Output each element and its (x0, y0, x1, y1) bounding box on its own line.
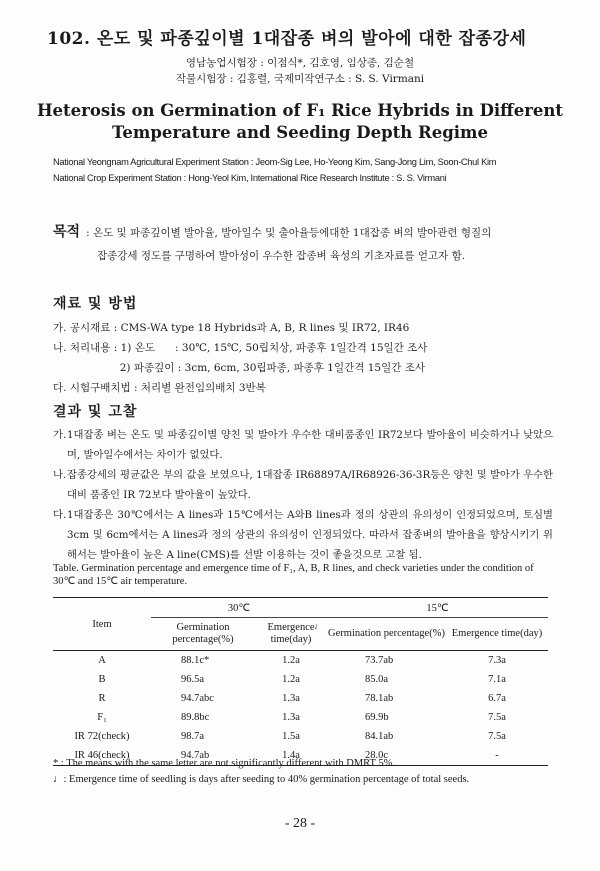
cell-item: IR 72(check) (74, 731, 130, 742)
english-affiliation-line-1: National Yeongnam Agricultural Experiment Station : Jeom-Sig Lee, Ho-Yeong Kim, Sang-Jong Lim, Soon-Chul Kim (53, 157, 497, 167)
materials-line: 가. 공시재료 : CMS-WA type 18 Hybrids과 A, B, R lines 및 IR72, IR46 (53, 322, 410, 334)
footnote-significance: * : The means with the same letter are not significantly different with DMRT 5%. (53, 758, 395, 769)
cell-item: R (98, 693, 106, 704)
emergence-header (255, 618, 327, 651)
cell-emergence-15: 7.5a (488, 712, 506, 723)
cell-item: F₁ (97, 712, 107, 723)
cell-item: B (98, 674, 106, 685)
germination-header: Germination percentage(%) (151, 618, 255, 651)
cell-item: A (98, 655, 106, 666)
cell-germination-15: 84.1ab (365, 731, 394, 742)
item-header: Item (53, 598, 151, 651)
result-item (53, 505, 553, 565)
table-footnotes (53, 756, 469, 788)
table-row (53, 651, 548, 671)
english-title-line-1: Heterosis on Germination of F₁ Rice Hybrids in Different (36, 101, 564, 120)
cell-germination-30: 94.7abc (181, 693, 214, 704)
page-number: - 28 - (284, 816, 316, 831)
purpose-label: 목적 (53, 224, 81, 240)
table-row (53, 727, 548, 746)
group-header-30c: 30℃ (151, 598, 327, 618)
emergence-header-label: Emergence time(day) (267, 622, 315, 645)
cell-emergence-30: 1.3a (282, 712, 300, 723)
result-marker: 가. (53, 429, 67, 441)
table-row (53, 708, 548, 727)
cell-germination-15: 78.1ab (365, 693, 394, 704)
materials-heading: 재료 및 방법 (53, 296, 138, 312)
purpose-line-1: : 온도 및 파종깊이별 발아율, 발아일수 및 출아율등에대한 1대잡종 벼의 발아관련 형질의 (86, 227, 492, 239)
table-header-row (53, 598, 548, 618)
cell-emergence-15: 7.1a (488, 674, 506, 685)
english-affiliations (53, 154, 496, 186)
result-text: 1대잡종은 30℃에서는 A lines과 15℃에서는 A와B lines과 정의 상관의 유의성이 인정되었으며, 토심별 3cm 및 6cm에서는 A lines과 정의 상관의 유의성이 인정되었다. 따라서 잡종벼의 발아율을 향상시키기 위해서는 발아율이 높은 A line(CMS)를 선발 이용하는 것이 좋을것으로 고찰 됨. (67, 509, 553, 561)
cell-item: IR 46(check) (53, 746, 151, 766)
result-marker: 나. (53, 469, 67, 481)
table-row (53, 670, 548, 689)
materials-line: 2) 파종깊이 : 3cm, 6cm, 30립파종, 파종후 1일간격 15일간 조사 (53, 362, 425, 374)
cell-emergence-30: 1.3a (282, 693, 300, 704)
table-caption: Table. Germination percentage and emergence time of F₁, A, B, R lines, and check varieties under the condition of 30℃ and 15℃ air temperature. (53, 563, 534, 587)
cell-emergence-30: 1.4a (255, 746, 327, 766)
purpose-section (53, 221, 553, 268)
authors-line-1: 영남농업시험장 : 이점식*, 김호영, 임상종, 김순철 (185, 57, 415, 69)
english-title (0, 100, 600, 144)
cell-germination-15: 73.7ab (365, 655, 394, 666)
cell-germination-15: 69.9b (365, 712, 389, 723)
germination-header: Germination percentage(%) (327, 618, 446, 651)
result-item (53, 425, 553, 465)
cell-emergence-30: 1.2a (282, 674, 300, 685)
cell-emergence-30: 1.2a (282, 655, 300, 666)
cell-emergence-15: 7.3a (488, 655, 506, 666)
emergence-note-mark: ♩ (314, 621, 323, 631)
cell-emergence-15: - (446, 746, 548, 766)
results-table (53, 597, 548, 766)
cell-germination-30: 94.7ab (151, 746, 255, 766)
english-affiliation-line-2: National Crop Experiment Station : Hong-Yeol Kim, International Rice Research Institute : S. S. Virmani (53, 173, 447, 183)
cell-emergence-15: 7.5a (488, 731, 506, 742)
materials-line: 다. 시험구배치법 : 처리별 완전임의배치 3반복 (53, 382, 266, 394)
emergence-header: Emergence time(day) (446, 618, 548, 651)
cell-germination-30: 98.7a (181, 731, 205, 742)
purpose-line-2: 잡종강세 정도를 구명하여 발아성이 우수한 잡종벼 육성의 기초자료를 얻고자 함. (97, 250, 466, 262)
result-text: 1대잡종 벼는 온도 및 파종깊이별 양친 및 발아가 우수한 대비품종인 IR72보다 발아율이 비슷하거나 낮았으며, 발아일수에서는 차이가 없었다. (67, 429, 553, 461)
cell-emergence-15: 6.7a (488, 693, 506, 704)
result-text: 잡종강세의 평균값은 부의 값을 보였으나, 1대잡종 IR68897A/IR68926-36-3R등은 양친 및 발아가 우수한 대비 품종인 IR 72보다 발아율이 높았다. (67, 469, 553, 501)
cell-germination-15: 85.0a (365, 674, 389, 685)
results-list (53, 425, 553, 565)
paper-title: 102. 온도 및 파종깊이별 1대잡종 벼의 발아에 대한 잡종강세 (47, 29, 527, 49)
results-heading: 결과 및 고찰 (53, 404, 138, 420)
cell-germination-30: 88.1c* (181, 655, 210, 666)
table-row (53, 689, 548, 708)
footnote-emergence: ♩: Emergence time of seedling is days after seeding to 40% germination percentage of total seeds. (53, 774, 470, 785)
cell-germination-30: 96.5a (181, 674, 205, 685)
authors-line-2: 작물시험장 : 김홍렬, 국제미작연구소 : S. S. Virmani (175, 73, 425, 85)
result-marker: 다. (53, 509, 67, 521)
cell-germination-30: 89.8bc (181, 712, 210, 723)
materials-list (53, 318, 427, 398)
cell-germination-15: 28.0c (327, 746, 446, 766)
materials-line: 나. 처리내용 : 1) 온도 : 30℃, 15℃, 50립치상, 파종후 1일간격 15일간 조사 (53, 342, 428, 354)
result-item (53, 465, 553, 505)
group-header-15c: 15℃ (327, 598, 548, 618)
cell-emergence-30: 1.5a (282, 731, 300, 742)
english-title-line-2: Temperature and Seeding Depth Regime (112, 123, 488, 142)
